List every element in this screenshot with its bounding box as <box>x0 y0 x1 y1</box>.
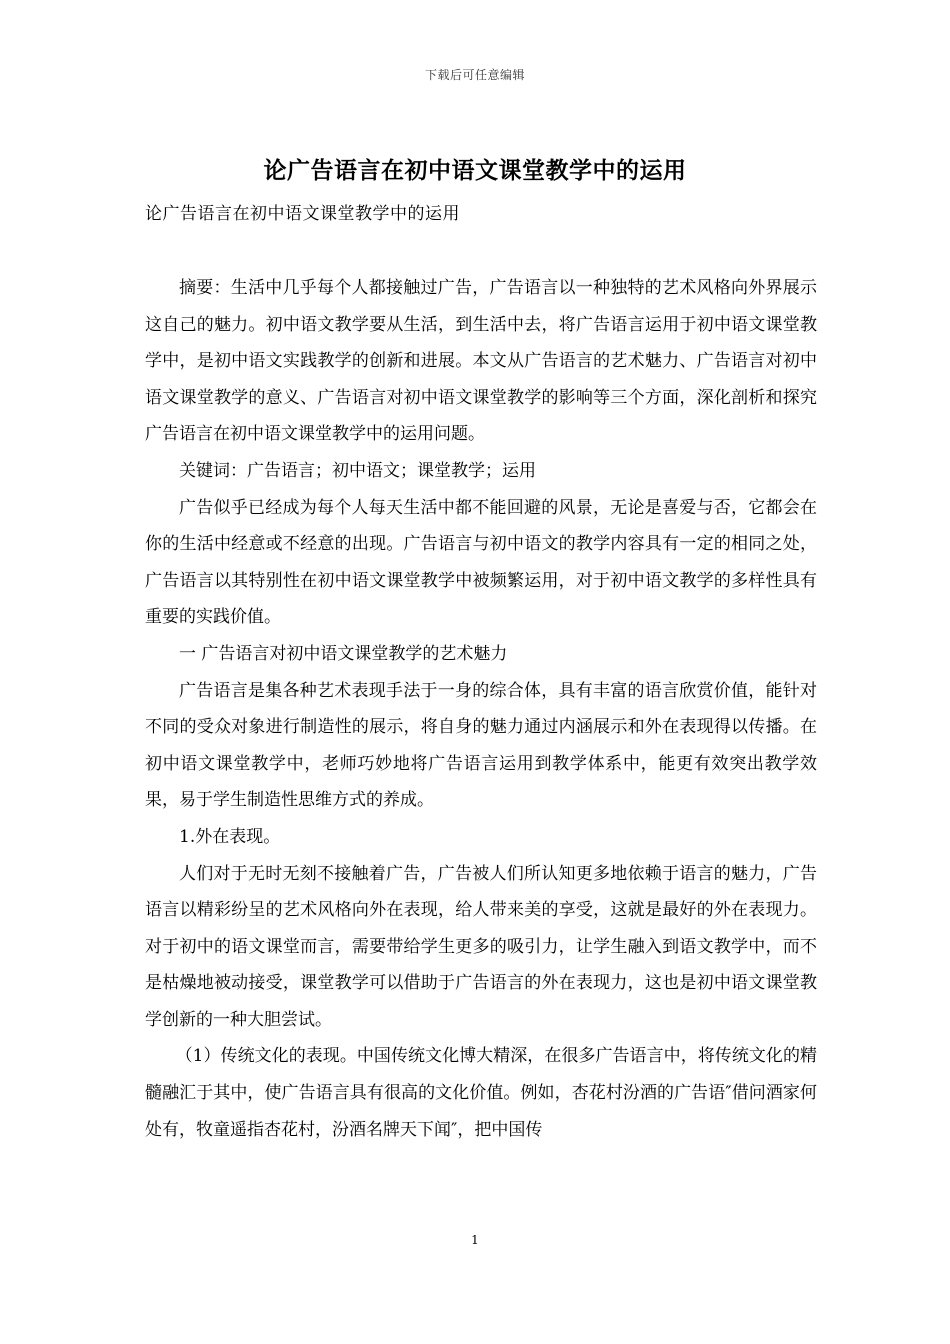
abstract-paragraph: 摘要：生活中几乎每个人都接触过广告，广告语言以一种独特的艺术风格向外界展示这自己的魅力。初中语文教学要从生活，到生活中去，将广告语言运用于初中语文课堂教学中，是初中语文实践教学的创新和进展。本文从广告语言的艺术魅力、广告语言对初中语文课堂教学的意义、广告语言对初中语文课堂教学的影响等三个方面，深化剖析和探究广告语言在初中语文课堂教学中的运用问题。 <box>145 278 817 445</box>
keywords-paragraph: 关键词：广告语言；初中语文；课堂教学；运用 <box>179 460 536 481</box>
document-subtitle: 论广告语言在初中语文课堂教学中的运用 <box>145 204 460 224</box>
subsection-heading-1: 1.外在表现。 <box>179 826 281 847</box>
document-body <box>145 270 817 1148</box>
page-number: 1 <box>471 1233 479 1247</box>
page-header: 下载后可任意编辑 <box>424 68 525 82</box>
document-title: 论广告语言在初中语文课堂教学中的运用 <box>263 157 687 184</box>
section-heading-1: 一 广告语言对初中语文课堂教学的艺术魅力 <box>179 643 508 664</box>
intro-paragraph: 广告似乎已经成为每个人每天生活中都不能回避的风景，无论是喜爱与否，它都会在你的生活中经意或不经意的出现。广告语言与初中语文的教学内容具有一定的相同之处，广告语言以其特别性在初中语文课堂教学中被频繁运用，对于初中语文教学的多样性具有重要的实践价值。 <box>145 497 817 628</box>
section-1-paragraph: 广告语言是集各种艺术表现手法于一身的综合体，具有丰富的语言欣赏价值，能针对不同的受众对象进行制造性的展示，将自身的魅力通过内涵展示和外在表现得以传播。在初中语文课堂教学中，老师巧妙地将广告语言运用到教学体系中，能更有效突出教学效果，易于学生制造性思维方式的养成。 <box>145 680 817 811</box>
subsection-1-paragraph: 人们对于无时无刻不接触着广告，广告被人们所认知更多地依赖于语言的魅力，广告语言以精彩纷呈的艺术风格向外在表现，给人带来美的享受，这就是最好的外在表现力。对于初中的语文课堂而言，需要带给学生更多的吸引力，让学生融入到语文教学中，而不是枯燥地被动接受，课堂教学可以借助于广告语言的外在表现力，这也是初中语文课堂教学创新的一种大胆尝试。 <box>145 863 817 1030</box>
traditional-culture-paragraph: （1）传统文化的表现。中国传统文化博大精深，在很多广告语言中，将传统文化的精髓融汇于其中，使广告语言具有很高的文化价值。例如，杏花村汾酒的广告语″借问酒家何处有，牧童遥指杏花村，汾酒名牌天下闻″，把中国传 <box>145 1046 817 1140</box>
